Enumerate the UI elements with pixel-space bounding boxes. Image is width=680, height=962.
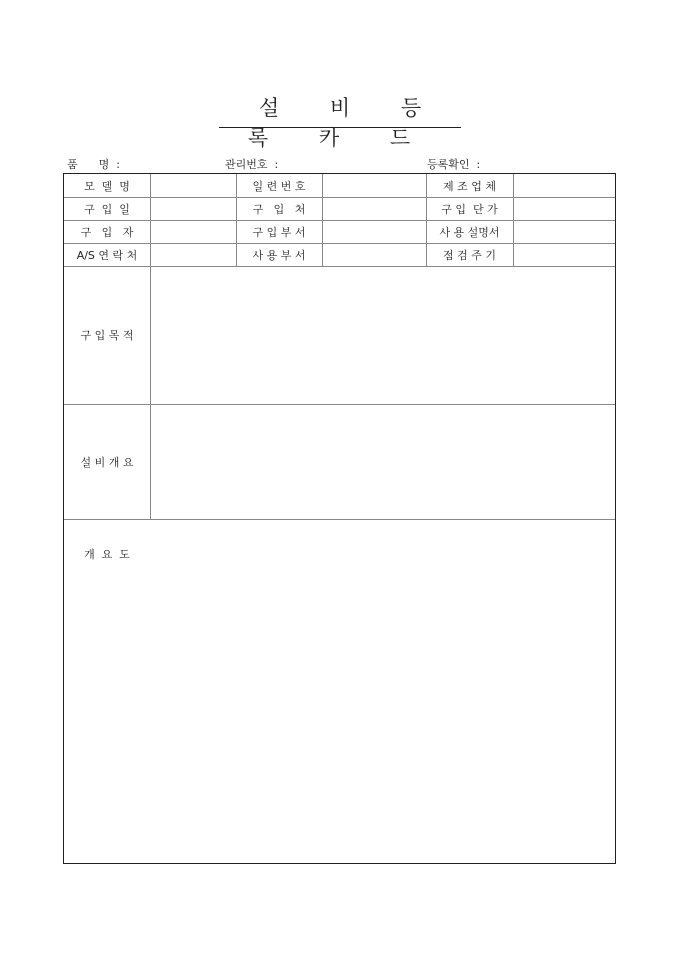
overview-diagram-area[interactable] bbox=[64, 520, 616, 863]
equipment-overview-label: 설 비 개 요 bbox=[80, 455, 134, 469]
inspection-cycle-field[interactable] bbox=[514, 243, 616, 266]
unit-price-field[interactable] bbox=[514, 197, 616, 220]
registration-confirm-label: 등록확인 : bbox=[427, 158, 481, 171]
equipment-overview-field[interactable] bbox=[151, 405, 616, 519]
model-name-label: 모 델 명 bbox=[84, 179, 130, 193]
purchase-date-label: 구 입 일 bbox=[84, 202, 130, 216]
purchase-date-field[interactable] bbox=[151, 197, 236, 220]
using-dept-field[interactable] bbox=[323, 243, 426, 266]
title-underline bbox=[219, 127, 461, 128]
purchase-purpose-field[interactable] bbox=[151, 267, 616, 404]
purchase-purpose-label: 구 입 목 적 bbox=[80, 329, 134, 342]
item-name-label: 품 명 : bbox=[67, 158, 120, 171]
page-title: 설 비 등 록 카 드 bbox=[247, 96, 444, 150]
vendor-field[interactable] bbox=[323, 197, 426, 220]
user-manual-field[interactable] bbox=[514, 220, 616, 243]
manufacturer-field[interactable] bbox=[514, 174, 616, 197]
purchaser-field[interactable] bbox=[151, 220, 236, 243]
purchasing-dept-field[interactable] bbox=[323, 220, 426, 243]
as-contact-label: A/S 연 락 처 bbox=[76, 248, 138, 262]
unit-price-label: 구 입 단 가 bbox=[441, 202, 498, 216]
vendor-label: 구 입 처 bbox=[252, 202, 306, 216]
serial-number-label: 일 련 번 호 bbox=[252, 179, 306, 193]
as-contact-field[interactable] bbox=[151, 243, 236, 266]
user-manual-label: 사 용 설명서 bbox=[439, 225, 500, 239]
purchaser-label: 구 입 자 bbox=[80, 225, 134, 239]
equipment-form bbox=[63, 173, 616, 864]
serial-number-field[interactable] bbox=[323, 174, 426, 197]
using-dept-label: 사 용 부 서 bbox=[252, 248, 306, 262]
manufacturer-label: 제 조 업 체 bbox=[443, 179, 496, 193]
management-number-label: 관리번호 : bbox=[225, 158, 279, 171]
inspection-cycle-label: 점 검 주 기 bbox=[443, 248, 496, 262]
overview-diagram-label: 개 요 도 bbox=[84, 548, 130, 561]
model-name-field[interactable] bbox=[151, 174, 236, 197]
purchasing-dept-label: 구 입 부 서 bbox=[252, 225, 306, 239]
